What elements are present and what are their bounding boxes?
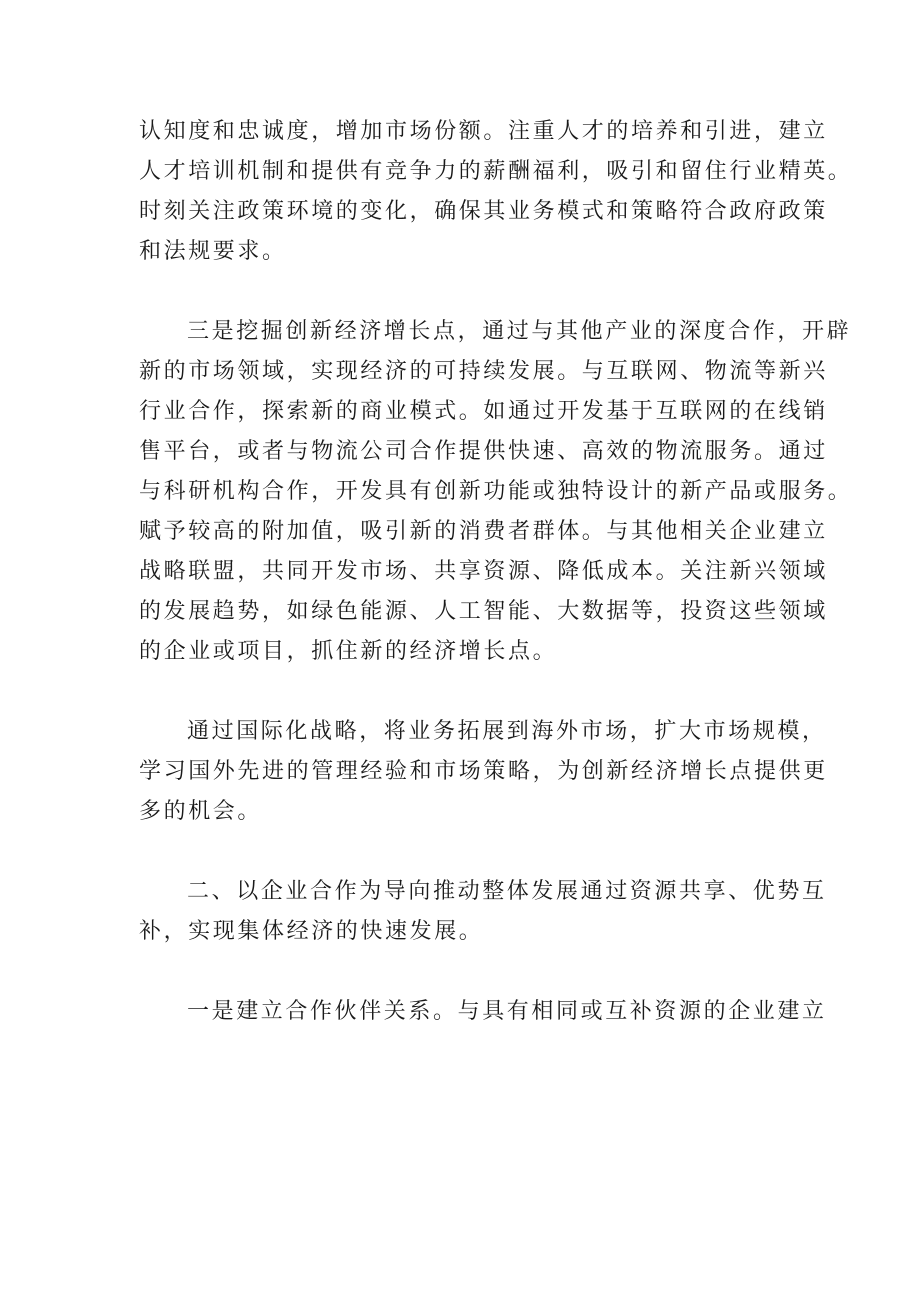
text-line: 人才培训机制和提供有竞争力的薪酬福利，吸引和留住行业精英。 bbox=[139, 159, 853, 184]
paragraph-2 bbox=[139, 312, 853, 672]
text-line: 售平台，或者与物流公司合作提供快速、高效的物流服务。通过 bbox=[139, 439, 828, 464]
paragraph-4 bbox=[139, 872, 827, 952]
text-line: 战略联盟，共同开发市场、共享资源、降低成本。关注新兴领域 bbox=[139, 559, 828, 584]
text-line: 的企业或项目，抓住新的经济增长点。 bbox=[139, 639, 558, 664]
text-line: 赋予较高的附加值，吸引新的消费者群体。与其他相关企业建立 bbox=[139, 519, 828, 544]
paragraph-spacer bbox=[139, 272, 799, 312]
text-line: 和法规要求。 bbox=[139, 239, 287, 264]
text-line: 补，实现集体经济的快速发展。 bbox=[139, 919, 484, 944]
text-line: 三是挖掘创新经济增长点，通过与其他产业的深度合作，开辟 bbox=[187, 319, 852, 344]
text-line: 新的市场领域，实现经济的可持续发展。与互联网、物流等新兴 bbox=[139, 359, 828, 384]
paragraph-1 bbox=[139, 112, 853, 272]
paragraph-3 bbox=[139, 712, 828, 832]
text-line: 行业合作，探索新的商业模式。如通过开发基于互联网的在线销 bbox=[139, 399, 828, 424]
paragraph-spacer bbox=[139, 832, 799, 872]
text-line: 的发展趋势，如绿色能源、人工智能、大数据等，投资这些领域 bbox=[139, 599, 828, 624]
text-line: 通过国际化战略，将业务拓展到海外市场，扩大市场规模， bbox=[187, 719, 827, 744]
text-line: 认知度和忠诚度，增加市场份额。注重人才的培养和引进，建立 bbox=[139, 119, 828, 144]
text-line: 学习国外先进的管理经验和市场策略，为创新经济增长点提供更 bbox=[139, 759, 828, 784]
paragraph-spacer bbox=[139, 672, 799, 712]
document-body bbox=[139, 112, 853, 1032]
text-line: 多的机会。 bbox=[139, 799, 263, 824]
text-line: 与科研机构合作，开发具有创新功能或独特设计的新产品或服务。 bbox=[139, 479, 853, 504]
text-line: 时刻关注政策环境的变化，确保其业务模式和策略符合政府政策 bbox=[139, 199, 828, 224]
text-line: 一是建立合作伙伴关系。与具有相同或互补资源的企业建立 bbox=[187, 999, 827, 1024]
text-line: 二、以企业合作为导向推动整体发展通过资源共享、优势互 bbox=[187, 879, 827, 904]
paragraph-spacer bbox=[139, 952, 799, 992]
paragraph-5 bbox=[139, 992, 827, 1032]
